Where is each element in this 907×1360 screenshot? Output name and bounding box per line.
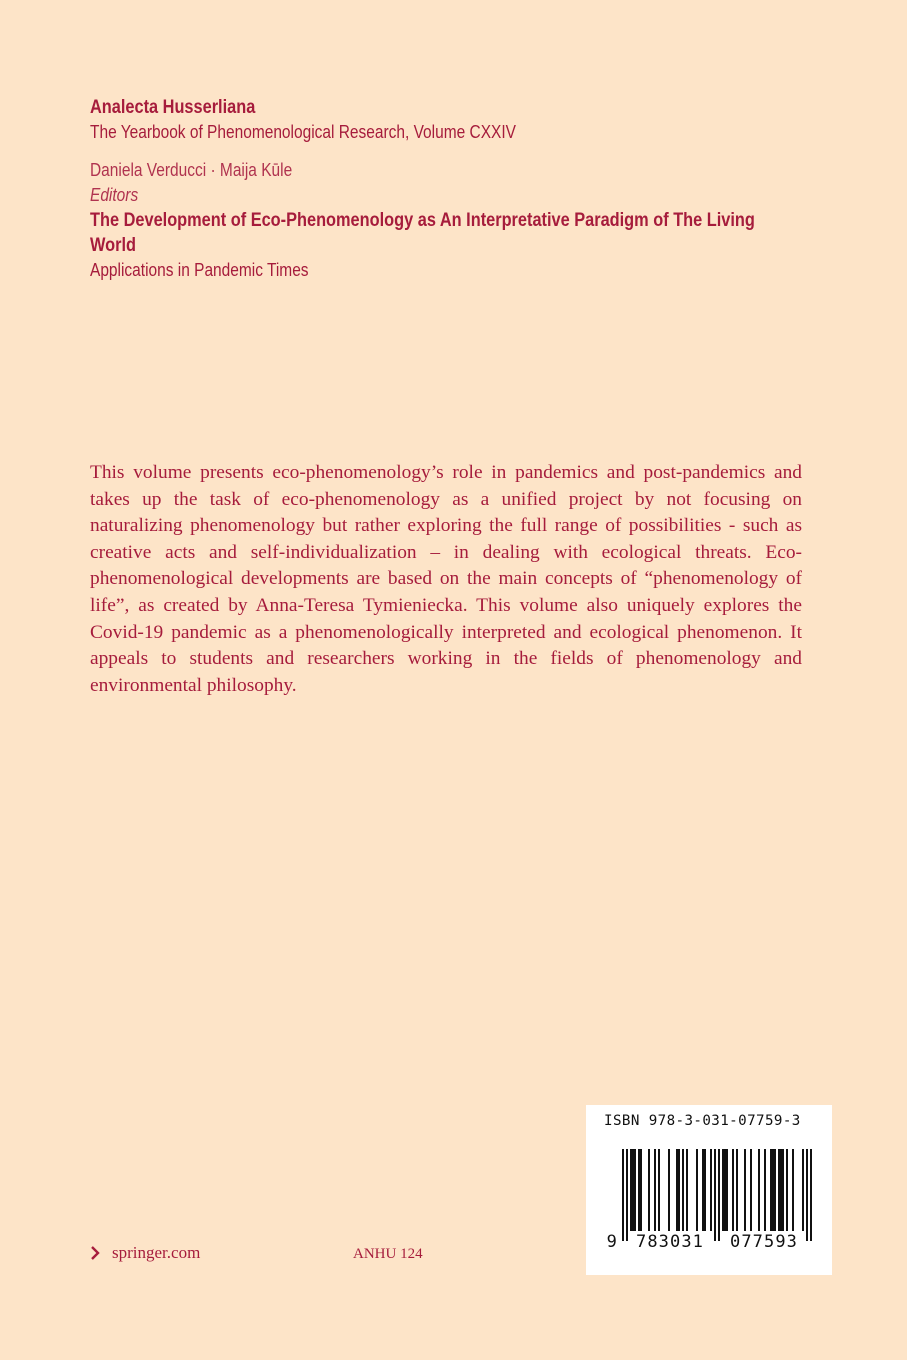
book-subtitle: Applications in Pandemic Times — [90, 260, 309, 280]
editors-label: Editors — [90, 185, 139, 205]
barcode-bar — [802, 1149, 804, 1231]
barcode-bar — [736, 1149, 738, 1231]
barcode-bar — [678, 1149, 680, 1231]
barcode-bar — [724, 1149, 726, 1231]
isbn-barcode-box — [586, 1105, 832, 1275]
description-blurb: This volume presents eco-phenomenology’s role in pandemics and post-pandemics and takes up the task of eco-phenomenology as a unified project by not focusing on naturalizing phenomenology but rather exploring the full range of possibilities - such as creative acts and self-individualization – in dealing with ecological threats. Eco-phenomenological developments are based on the main concepts of “phenomenology of life”, as created by Anna-Teresa Tymieniecka. This volume also uniquely explores the Covid-19 pandemic as a phenomenologically interpreted and ecological phenomenon. It appeals to students and researchers working in the fields of phenomenology and environmental philosophy. — [90, 462, 802, 696]
barcode-bar — [792, 1149, 794, 1231]
barcode-bar — [764, 1149, 766, 1231]
barcode-bar — [622, 1149, 624, 1241]
barcode-bar — [780, 1149, 782, 1231]
barcode-bar — [782, 1149, 784, 1231]
barcode-bar — [702, 1149, 704, 1231]
editor-names: Daniela Verducci · Maija Kūle — [90, 160, 293, 180]
barcode-bar — [638, 1149, 640, 1231]
barcode-bar — [668, 1149, 670, 1231]
barcode-bar — [772, 1149, 774, 1231]
barcode-bar — [726, 1149, 728, 1231]
springer-link[interactable] — [90, 1243, 200, 1263]
barcode-bar — [758, 1149, 760, 1231]
barcode-bar — [676, 1149, 678, 1231]
barcode-bar — [750, 1149, 752, 1231]
barcode-digits-right: 077593 — [729, 1232, 799, 1252]
barcode-bar — [732, 1149, 734, 1231]
barcode-bar — [654, 1149, 656, 1231]
barcode-bar — [806, 1149, 808, 1241]
barcode-bar — [632, 1149, 634, 1231]
barcode-bar — [718, 1149, 720, 1241]
barcode-bar — [710, 1149, 712, 1231]
series-subtitle: The Yearbook of Phenomenological Research, Volume CXXIV — [90, 122, 516, 142]
barcode-digit-prefix: 9 — [606, 1232, 618, 1252]
barcode-bar — [744, 1149, 746, 1231]
barcode-bar — [786, 1149, 788, 1231]
barcode-bar — [682, 1149, 684, 1231]
barcode-bar — [640, 1149, 642, 1231]
book-title: The Development of Eco-Phenomenology as An Interpretative Paradigm of The Living World — [90, 210, 755, 256]
chevron-right-icon — [90, 1246, 100, 1260]
barcode-bar — [810, 1149, 812, 1241]
barcode-bar — [630, 1149, 632, 1231]
header-block — [90, 96, 810, 283]
barcode-bar — [722, 1149, 724, 1231]
barcode-bar — [770, 1149, 772, 1231]
barcode-bar — [774, 1149, 776, 1231]
barcode-bar — [704, 1149, 706, 1231]
barcode-bar — [714, 1149, 716, 1241]
barcode-digits-left: 783031 — [635, 1232, 705, 1252]
barcode-bar — [778, 1149, 780, 1231]
series-title: Analecta Husserliana — [90, 97, 256, 118]
isbn-label: ISBN 978-3-031-07759-3 — [604, 1113, 801, 1129]
editors-block — [90, 158, 810, 283]
series-code: ANHU 124 — [353, 1246, 423, 1262]
barcode-bar — [634, 1149, 636, 1231]
barcode-bar — [626, 1149, 628, 1241]
barcode — [586, 1105, 832, 1275]
springer-link-text[interactable]: springer.com — [112, 1243, 201, 1262]
barcode-bar — [648, 1149, 650, 1231]
barcode-bar — [696, 1149, 698, 1231]
barcode-bar — [658, 1149, 660, 1231]
barcode-bar — [686, 1149, 688, 1231]
